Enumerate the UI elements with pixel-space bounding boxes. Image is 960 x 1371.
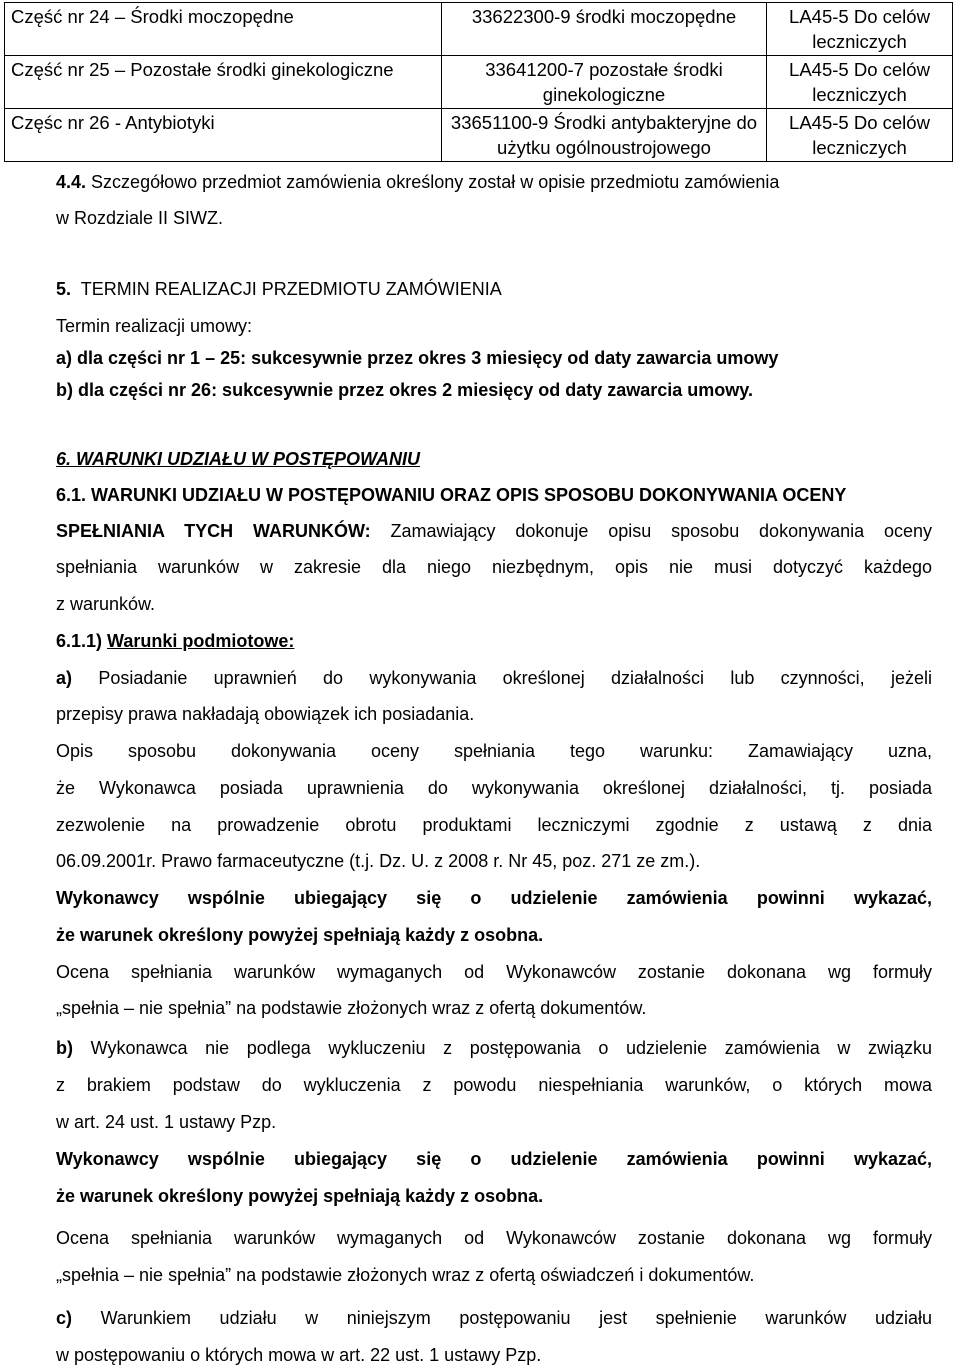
item-a-line-1: [56, 668, 932, 689]
section-6-1-1-title: Warunki podmiotowe:: [107, 631, 295, 651]
section-6-heading: 6. WARUNKI UDZIAŁU W POSTĘPOWANIU: [56, 449, 420, 469]
item-b-label: b): [56, 1038, 73, 1058]
section-6-1-title: 6.1. WARUNKI UDZIAŁU W POSTĘPOWANIU ORAZ OPIS SPOSOBU DOKONYWANIA OCENY: [56, 485, 847, 505]
item-b-line-2: z brakiem podstaw do wykluczenia z powodu niespełniania warunków, o których mowa: [56, 1075, 932, 1095]
table-cell-code: LA45-5 Do celów leczniczych: [767, 109, 953, 162]
section-6-1-line-1: [56, 485, 932, 506]
section-4-4-number: 4.4.: [56, 172, 87, 192]
item-c-label: c): [56, 1308, 73, 1328]
opis-line-4: 06.09.2001r. Prawo farmaceutyczne (t.j. Dz. U. z 2008 r. Nr 45, poz. 271 ze zm.).: [56, 851, 701, 871]
joint-bidders-1-line-2: że warunek określony powyżej spełniają każdy z osobna.: [56, 925, 544, 945]
section-6-1-1-heading: [56, 631, 932, 652]
table-cell-cpv: 33622300-9 środki moczopędne: [442, 3, 767, 56]
section-4-4-text: Szczegółowo przedmiot zamówienia określony został w opisie przedmiotu zamówienia: [91, 172, 780, 192]
section-4-4-line-1: [56, 172, 932, 193]
assessment-2-line-1: Ocena spełniania warunków wymaganych od Wykonawców zostanie dokonana wg formuły: [56, 1228, 932, 1248]
section-5-intro: Termin realizacji umowy:: [56, 316, 253, 336]
item-c-line-1: [56, 1308, 932, 1329]
joint-bidders-2-line-1: Wykonawcy wspólnie ubiegający się o udzielenie zamówienia powinni wykazać,: [56, 1149, 932, 1169]
table-cell-part: Część nr 24 – Środki moczopędne: [5, 3, 442, 56]
table-cell-code: LA45-5 Do celów leczniczych: [767, 3, 953, 56]
table-cell-cpv: 33641200-7 pozostałe środki ginekologiczne: [442, 56, 767, 109]
section-5-title: TERMIN REALIZACJI PRZEDMIOTU ZAMÓWIENIA: [80, 279, 502, 299]
item-c-line-2: w postępowaniu o których mowa w art. 22 ust. 1 ustawy Pzp.: [56, 1345, 542, 1365]
table-row: [5, 56, 953, 109]
section-6-1-line-2: [56, 521, 932, 542]
assessment-2-line-2: „spełnia – nie spełnia” na podstawie złożonych wraz z ofertą oświadczeń i dokumentów.: [56, 1265, 755, 1285]
opis-line-3: zezwolenie na prowadzenie obrotu produktami leczniczymi zgodnie z ustawą z dnia: [56, 815, 932, 835]
joint-bidders-2-line-2: że warunek określony powyżej spełniają każdy z osobna.: [56, 1186, 544, 1206]
section-6-1-1-number: 6.1.1): [56, 631, 103, 651]
section-5-item-b: b) dla części nr 26: sukcesywnie przez okres 2 miesięcy od daty zawarcia umowy.: [56, 380, 753, 400]
item-b-line-3: w art. 24 ust. 1 ustawy Pzp.: [56, 1112, 277, 1132]
section-5-heading: [56, 279, 932, 300]
table-row: [5, 109, 953, 162]
section-6-1-line-3: spełniania warunków w zakresie dla niego niezbędnym, opis nie musi dotyczyć każdego: [56, 557, 932, 577]
parts-table: [4, 2, 953, 162]
item-b-text: Wykonawca nie podlega wykluczeniu z postępowania o udzielenie zamówienia w związku: [90, 1038, 932, 1058]
item-a-label: a): [56, 668, 73, 688]
table-cell-code: LA45-5 Do celów leczniczych: [767, 56, 953, 109]
assessment-1-line-1: Ocena spełniania warunków wymaganych od Wykonawców zostanie dokonana wg formuły: [56, 962, 932, 982]
joint-bidders-1-line-1: Wykonawcy wspólnie ubiegający się o udzielenie zamówienia powinni wykazać,: [56, 888, 932, 908]
section-5-item-a: a) dla części nr 1 – 25: sukcesywnie przez okres 3 miesięcy od daty zawarcia umowy: [56, 348, 779, 368]
section-4-4-line-2: w Rozdziale II SIWZ.: [56, 208, 224, 228]
assessment-1-line-2: „spełnia – nie spełnia” na podstawie złożonych wraz z ofertą dokumentów.: [56, 998, 647, 1018]
item-c-text: Warunkiem udziału w niniejszym postępowaniu jest spełnienie warunków udziału: [100, 1308, 932, 1328]
item-a-text: Posiadanie uprawnień do wykonywania określonej działalności lub czynności, jeżeli: [98, 668, 932, 688]
section-6-1-text: Zamawiający dokonuje opisu sposobu dokonywania oceny: [390, 521, 932, 541]
item-b-line-1: [56, 1038, 932, 1059]
opis-line-1: Opis sposobu dokonywania oceny spełniania tego warunku: Zamawiający uzna,: [56, 741, 932, 761]
table-cell-part: Część nr 25 – Pozostałe środki ginekologiczne: [5, 56, 442, 109]
table-cell-part: Częśc nr 26 - Antybiotyki: [5, 109, 442, 162]
opis-line-2: że Wykonawca posiada uprawnienia do wykonywania określonej działalności, tj. posiada: [56, 778, 932, 798]
section-5-number: 5.: [56, 279, 72, 299]
section-6-1-line-4: z warunków.: [56, 594, 156, 614]
item-a-line-2: przepisy prawa nakładają obowiązek ich posiadania.: [56, 704, 475, 724]
section-6-1-title-cont: SPEŁNIANIA TYCH WARUNKÓW:: [56, 521, 371, 541]
table-row: [5, 3, 953, 56]
table-cell-cpv: 33651100-9 Środki antybakteryjne do użytku ogólnoustrojowego: [442, 109, 767, 162]
